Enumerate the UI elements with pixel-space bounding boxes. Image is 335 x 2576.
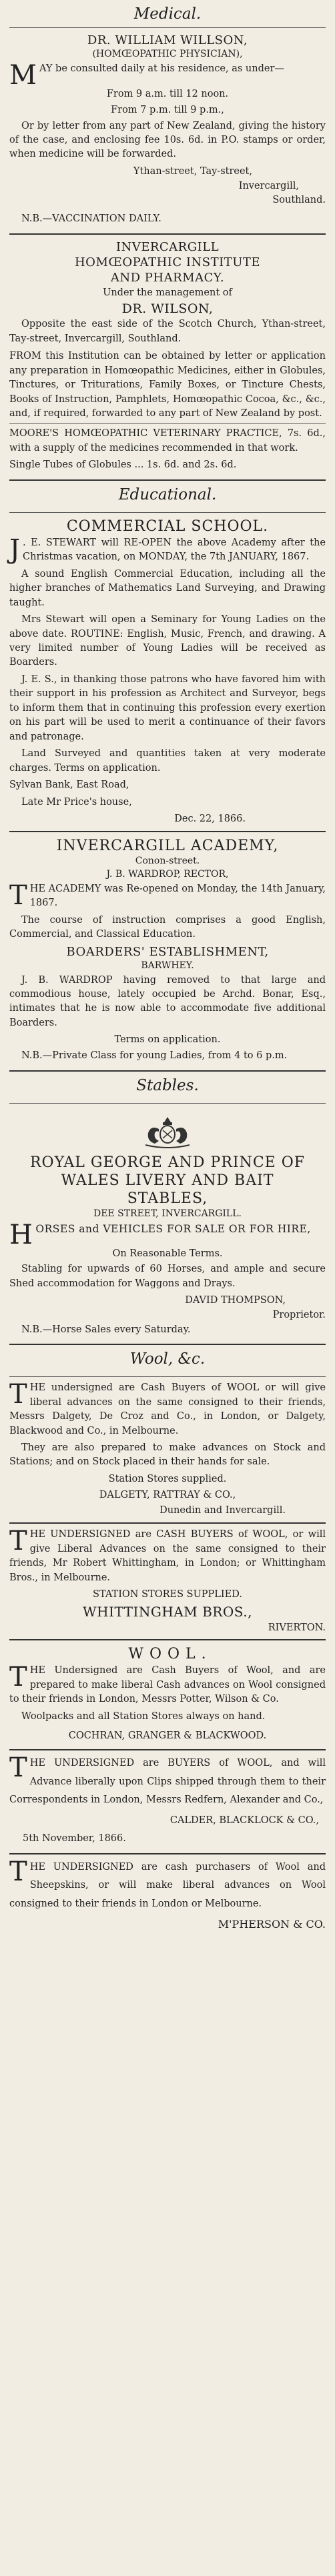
ad-cochran-head: W O O L . (128, 1646, 207, 1663)
ad-willson-name: DR. WILLIAM WILLSON, (87, 33, 248, 47)
ad-institute-address: Opposite the east side of the Scotch Church, Ythan-street, Tay-street, Invercargill, Southland. (9, 319, 326, 344)
ad-willson-hours-1: From 9 a.m. till 12 noon. (106, 89, 229, 99)
ad-commercial-head: COMMERCIAL SCHOOL. (66, 517, 269, 535)
dropcap-h: H (9, 1219, 33, 1250)
dropcap-t: T (9, 1752, 27, 1784)
ad-academy-p3: J. B. WARDROP having removed to that large and commodious house, lately occupied be Archd. Bonar, Esq., intimates that he is now able to accommodate five additional Boarders. (9, 974, 326, 1028)
ad-willson (9, 27, 326, 233)
section-wool (9, 1344, 326, 1376)
dropcap-t: T (9, 880, 27, 911)
ad-academy-street: Conon-street. (135, 855, 200, 866)
ad-whittingham-p1: HE UNDERSIGNED are CASH BUYERS of WOOL, or will give Liberal Advances on the same consigned to their friends, Mr Robert Whittingham, in London; or Whittingham Bros., in Melbourne. (9, 1529, 326, 1583)
section-title-medical: Medical. (133, 5, 202, 23)
ad-institute-tubes: Single Tubes of Globules ... 1s. 6d. and 2s. 6d. (9, 459, 237, 471)
ad-stables-proprietor-title: Proprietor. (272, 1309, 326, 1320)
ad-dalgety (9, 1376, 326, 1522)
ad-stables-street: DEE STREET, INVERCARGILL. (93, 1208, 242, 1219)
dropcap-j: J (9, 533, 21, 565)
ad-academy-head: INVERCARGILL ACADEMY, (56, 837, 279, 854)
section-title-educational: Educational. (118, 485, 217, 503)
ad-stables-line-1: ORSES and VEHICLES FOR SALE OR FOR HIRE, (35, 1222, 311, 1235)
ad-academy (9, 831, 326, 1070)
ad-willson-body: AY be consulted daily at his residence, as under— (39, 63, 284, 74)
ad-whittingham (9, 1522, 326, 1639)
dropcap-m: M (9, 60, 37, 91)
ad-cochran-p2: Woolpacks and all Station Stores always on hand. (21, 1710, 266, 1722)
ad-willson-address-1: Ythan-street, Tay-street, (133, 165, 252, 177)
ad-willson-address-3: Southland. (272, 195, 326, 206)
ad-stables-proprietor: DAVID THOMPSON, (185, 1295, 286, 1306)
ad-willson-hours-2: From 7 p.m. till 9 p.m., (111, 104, 224, 115)
ad-willson-letter: Or by letter from any part of New Zealand, giving the history of the case, and enclosing fee 10s. 6d. in P.O. stamps or order, when medicine will be forwarded. (9, 120, 326, 160)
ad-institute-body: FROM this Institution can be obtained by letter or application any preparation in Homœopathic Medicines, either in Globules, Tinctures, or Triturations, Family Boxes, or Tincture Chests, Books of Instruction, Pamphlets, Homœopathic Cocoa, &c., &c., and, if required, forwarded to any part of New Zealand by post. (9, 351, 326, 419)
ad-stables-body: Stabling for upwards of 60 Horses, and ample and secure Shed accommodation for Waggons and Drays. (9, 1264, 326, 1289)
ad-academy-rector: J. B. WARDROP, RECTOR, (106, 868, 229, 880)
ad-cochran (9, 1639, 326, 1749)
dropcap-t: T (9, 1379, 27, 1410)
dropcap-t: T (9, 1856, 27, 1887)
ad-willson-address-2: Invercargill, (238, 180, 299, 191)
ad-institute (9, 233, 326, 479)
ad-mpherson-firm: M'PHERSON & CO. (218, 1917, 326, 1930)
ad-dalgety-stores: Station Stores supplied. (108, 1473, 227, 1484)
ad-commercial-p1: A sound English Commercial Education, including all the higher branches of Mathematics Land Surveying, and Drawing taught. (9, 568, 326, 608)
ad-academy-p2: The course of instruction comprises a good English, Commercial, and Classical Education. (9, 914, 326, 940)
ad-willson-note: N.B.—VACCINATION DAILY. (21, 213, 161, 225)
crest-icon (9, 1113, 326, 1150)
ad-institute-under: Under the management of (103, 287, 232, 298)
ad-calder-p1: HE UNDERSIGNED are BUYERS of WOOL, and will Advance liberally upon Clips shipped through them to their Correspondents in London, Messrs Redfern, Alexander and Co., (9, 1758, 326, 1806)
ad-stables-head-1: ROYAL GEORGE AND PRINCE OF (29, 1154, 306, 1171)
ad-academy-terms: Terms on application. (114, 1034, 221, 1046)
section-stables (9, 1070, 326, 1103)
ad-commercial-date: Dec. 22, 1866. (174, 814, 246, 824)
ad-mpherson (9, 1853, 326, 1937)
ad-calder-date: 5th November, 1866. (23, 1833, 126, 1844)
ad-commercial-p3: J. E. S., in thanking those patrons who have favored him with their support in his profession as Architect and Surveyor, begs to inform them that in continuing this profession every exertion on his part will be used to merit a continuance of their favors and patronage. (9, 674, 326, 742)
ad-academy-p1: HE ACADEMY was Re-opened on Monday, the 14th January, 1867. (29, 883, 326, 909)
ad-stables-line-2: On Reasonable Terms. (112, 1248, 223, 1259)
ad-institute-name-3: AND PHARMACY. (110, 270, 225, 285)
ad-institute-moores: MOORE'S HOMŒOPATHIC VETERINARY PRACTICE, 7s. 6d., with a supply of the medicines recommended in that work. (9, 423, 326, 455)
ad-institute-name-2: HOMŒOPATHIC INSTITUTE (74, 255, 261, 269)
ad-commercial-school (9, 512, 326, 831)
ad-dalgety-p2: They are also prepared to make advances on Stock and Stations; and on Stock placed in their hands for sale. (9, 1442, 326, 1468)
ad-academy-note: N.B.—Private Class for young Ladies, from 4 to 6 p.m. (21, 1050, 288, 1062)
ad-mpherson-p1: HE UNDERSIGNED are cash purchasers of Wool and Sheepskins, or will make liberal advances on Wool consigned to their friends in London or Melbourne. (9, 1861, 326, 1909)
ad-commercial-addr-2: Late Mr Price's house, (21, 796, 132, 808)
ad-whittingham-stores: STATION STORES SUPPLIED. (93, 1588, 242, 1600)
ad-commercial-p4: Land Surveyed and quantities taken at very moderate charges. Terms on application. (9, 748, 326, 774)
ad-stables-note: N.B.—Horse Sales every Saturday. (21, 1324, 191, 1335)
ad-calder-firm: CALDER, BLACKLOCK & CO., (170, 1814, 319, 1826)
ad-willson-title: (HOMŒOPATHIC PHYSICIAN), (92, 49, 243, 59)
ad-commercial-p2: Mrs Stewart will open a Seminary for Young Ladies on the above date. ROUTINE: English, Music, French, and drawing. A very limited number of Young Ladies will be received as Boarders. (9, 614, 326, 668)
dropcap-t: T (9, 1662, 27, 1693)
ad-dalgety-p1: HE undersigned are Cash Buyers of WOOL or will give liberal advances on the same consigned to their friends, Messrs Dalgety, De Croz and Co., in London, or Dalgety, Blackwood and Co., in Melbourne. (9, 1382, 326, 1436)
ad-cochran-p1: HE Undersigned are Cash Buyers of Wool, and are prepared to make liberal Cash advances on Wool consigned to their friends in London, Messrs Potter, Wilson & Co. (9, 1665, 326, 1705)
ad-academy-boarders-head: BOARDERS' ESTABLISHMENT, (66, 944, 269, 959)
ad-institute-name-1: INVERCARGILL (115, 239, 220, 254)
ad-calder (9, 1749, 326, 1853)
ad-cochran-firm: COCHRAN, GRANGER & BLACKWOOD. (68, 1730, 267, 1742)
section-title-stables: Stables. (136, 1076, 199, 1094)
dropcap-t: T (9, 1526, 27, 1557)
ad-institute-doctor: DR. WILSON, (121, 301, 214, 317)
ad-dalgety-place: Dunedin and Invercargill. (159, 1505, 286, 1516)
ad-stables (9, 1103, 326, 1344)
ad-academy-boarders-place: BARWHEY. (141, 960, 194, 971)
ad-dalgety-firm: DALGETY, RATTRAY & CO., (99, 1489, 236, 1500)
newspaper-column (9, 5, 326, 1937)
ad-stables-head-3: STABLES, (127, 1190, 208, 1207)
section-title-wool: Wool, &c. (129, 1350, 206, 1368)
ad-commercial-addr-1: Sylvan Bank, East Road, (9, 780, 129, 791)
section-educational (9, 479, 326, 512)
ad-stables-head-2: WALES LIVERY AND BAIT (61, 1172, 274, 1189)
ad-whittingham-place: RIVERTON. (268, 1622, 326, 1633)
ad-commercial-intro: . E. STEWART will RE-OPEN the above Academy after the Christmas vacation, on MONDAY, the 7th JANUARY, 1867. (23, 537, 326, 563)
ad-whittingham-firm: WHITTINGHAM BROS., (83, 1603, 252, 1620)
